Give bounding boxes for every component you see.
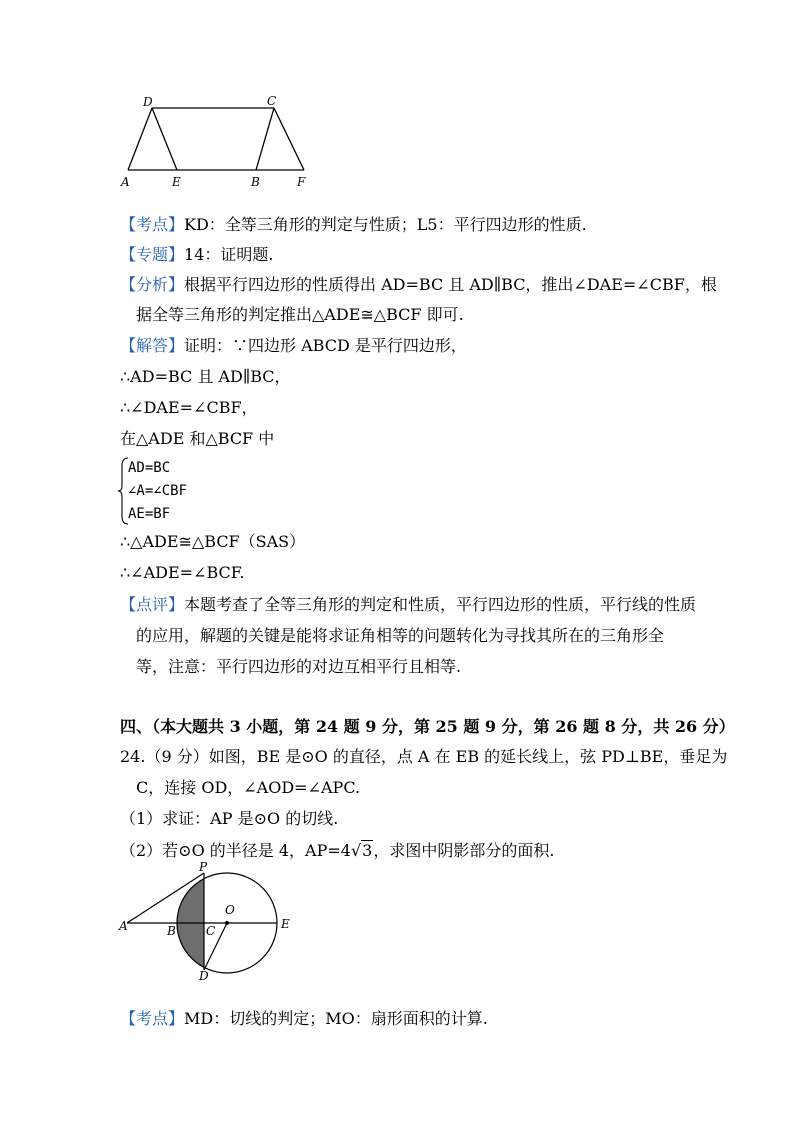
label-C: C (267, 94, 277, 108)
dianping-text-3: 等，注意：平行四边形的对边互相平行且相等. (136, 657, 462, 676)
label-D2: D (199, 969, 209, 982)
label-F: F (297, 175, 306, 189)
jieda-line (120, 335, 467, 357)
part2-text-post: ，求图中阴影部分的面积. (373, 841, 555, 860)
part2-text-pre: （2）若⊙O 的半径是 4，AP=4 (120, 841, 351, 860)
label-B2: B (167, 924, 176, 938)
label-A2: A (119, 919, 128, 933)
brace-line-2: ∠A=∠CBF (128, 483, 188, 499)
brace-line-1: AD=BC (128, 460, 171, 476)
dianping-tag: 【点评】 (120, 595, 185, 614)
kaodian-tag: 【考点】 (120, 215, 185, 234)
sqrt-radicand: 3 (362, 841, 373, 860)
fenxi-text-1: 根据平行四边形的性质得出 AD=BC 且 AD∥BC，推出∠DAE=∠CBF，根 (184, 275, 717, 294)
dianping-text-1: 本题考查了全等三角形的判定和性质，平行四边形的性质，平行线的性质 (184, 595, 697, 614)
problem24-line-1: 24.（9 分）如图，BE 是⊙O 的直径，点 A 在 EB 的延长线上，弦 PD⊥BE，垂足为 (120, 747, 728, 766)
zhuanti-line (120, 244, 273, 266)
label-O: O (225, 903, 235, 917)
fenxi-tag: 【分析】 (120, 275, 185, 294)
jieda-tag: 【解答】 (120, 336, 185, 355)
center-point (225, 921, 229, 925)
label-P: P (199, 862, 208, 874)
dianping-line (120, 594, 696, 616)
fenxi-line (120, 274, 717, 296)
jieda-text: 证明：∵四边形 ABCD 是平行四边形， (184, 336, 467, 355)
section-heading: 四、（本大题共 3 小题，第 24 题 9 分，第 25 题 9 分，第 26 题 8 分，共 26 分） (120, 717, 735, 736)
step-1: ∴AD=BC 且 AD∥BC， (120, 367, 291, 386)
sqrt-symbol-icon: √ (350, 841, 362, 860)
dianping-text-2: 的应用，解题的关键是能将求证角相等的问题转化为寻找其所在的三角形全 (136, 626, 665, 645)
label-C2: C (206, 924, 216, 938)
fenxi-text-2: 据全等三角形的判定推出△ADE≅△BCF 即可. (136, 305, 464, 324)
label-E: E (172, 175, 181, 189)
zhuanti-tag: 【专题】 (120, 245, 185, 264)
step-2: ∴∠DAE=∠CBF， (120, 398, 258, 417)
kaodian-text: KD：全等三角形的判定与性质；L5：平行四边形的性质. (184, 215, 587, 234)
step-4: ∴△ADE≅△BCF（SAS） (120, 532, 306, 551)
problem24-kaodian-line (120, 1008, 488, 1030)
problem24-line-2: C，连接 OD，∠AOD=∠APC. (136, 778, 361, 797)
kaodian-line (120, 214, 587, 236)
step-5: ∴∠ADE=∠BCF. (120, 563, 245, 582)
brace-line-3: AE=BF (128, 506, 171, 522)
label-D: D (143, 95, 153, 109)
parallelogram-figure (115, 92, 325, 192)
problem24-part-2 (120, 840, 554, 862)
problem24-part-1: （1）求证：AP 是⊙O 的切线. (120, 809, 339, 828)
label-B: B (251, 175, 260, 189)
circle-tangent-figure (115, 862, 305, 982)
label-E2: E (281, 917, 290, 931)
shaded-segment (175, 862, 204, 982)
label-A: A (121, 175, 130, 189)
sqrt-expression (351, 840, 373, 862)
problem24-kaodian-text: MD：切线的判定；MO：扇形面积的计算. (184, 1009, 488, 1028)
problem24-kaodian-tag: 【考点】 (120, 1009, 185, 1028)
zhuanti-text: 14：证明题. (184, 245, 274, 264)
step-3: 在△ADE 和△BCF 中 (120, 429, 275, 448)
